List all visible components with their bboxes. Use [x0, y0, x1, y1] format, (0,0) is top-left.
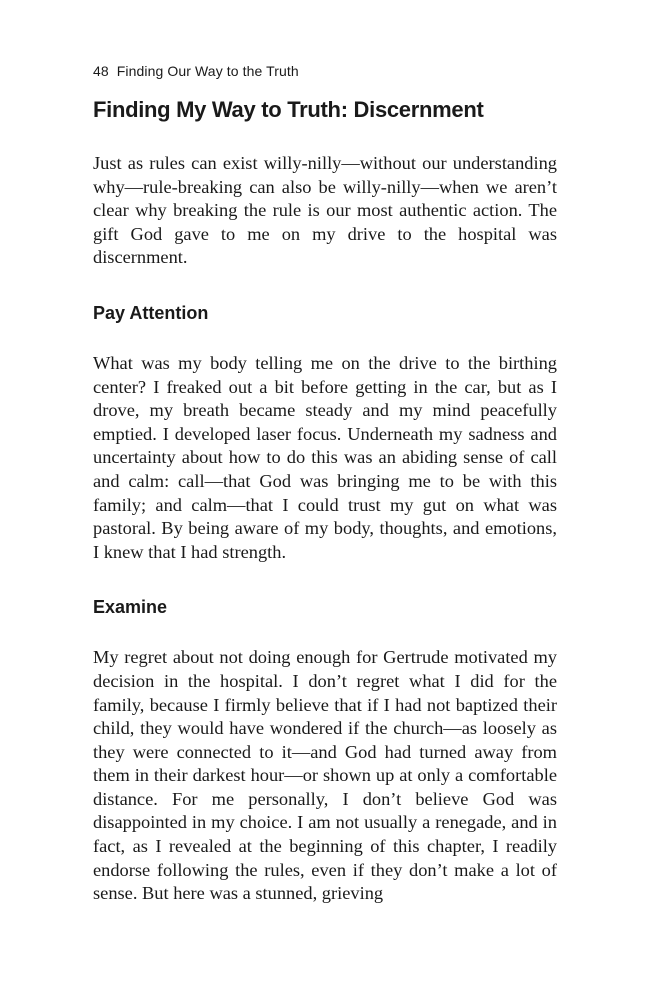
- book-page: [93, 60, 557, 906]
- page-number: 48: [93, 63, 109, 79]
- running-title: Finding Our Way to the Truth: [116, 63, 299, 79]
- intro-paragraph: Just as rules can exist willy-nilly—without our understanding why—rule-breaking can also be willy-nilly—when we aren’t clear why breaking the rule is our most authentic action. The gift God gave to me on my drive to the hospital was discernment.: [93, 153, 557, 268]
- section-paragraph-pay-attention: What was my body telling me on the drive to the birthing center? I freaked out a bit before getting in the car, but as I drove, my breath became steady and my mind peacefully emptied. I developed laser focus. Underneath my sadness and uncertainty about how to do this was an abiding sense of call and calm: call—that God was bringing me to be with this family; and calm—that I could trust my gut on what was pastoral. By being aware of my body, thoughts, and emotions, I knew that I had strength.: [93, 352, 557, 562]
- section-heading-examine: Examine: [93, 597, 168, 618]
- chapter-title: Finding My Way to Truth: Discernment: [93, 97, 484, 122]
- section-heading-pay-attention: Pay Attention: [93, 302, 209, 323]
- running-header: [93, 60, 557, 82]
- section-paragraph-examine: My regret about not doing enough for Gertrude motivated my decision in the hospital. I don’t regret what I did for the family, because I firmly believe that if I had not baptized their child, they would have wondered if the church—as loosely as they were connected to it—and God had turned away from them in their darkest hour—or shown up at only a comfortable distance. For me personally, I don’t believe God was disappointed in my choice. I am not usually a renegade, and in fact, as I revealed at the beginning of this chapter, I readily endorse following the rules, even if they don’t make a lot of sense. But here was a stunned, grieving: [93, 647, 557, 904]
